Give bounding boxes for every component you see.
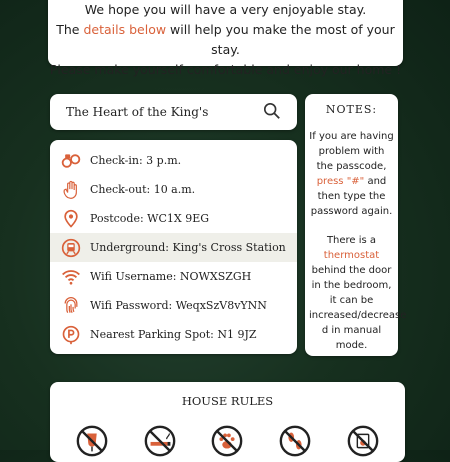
parking-label: Nearest Parking Spot: N1 9JZ <box>90 328 257 341</box>
checkin-row <box>50 146 297 175</box>
welcome-line-3: Please make yourself comfortable and enjoy our home ! <box>49 62 402 77</box>
postcode-row <box>50 204 297 233</box>
wifi-icon <box>60 266 82 288</box>
wifi-username-row <box>50 262 297 291</box>
notes-title: NOTES: <box>325 103 378 116</box>
handcuffs-icon <box>60 150 82 172</box>
passcode-note: If you are having problem with the passcode, press "#" and then type the password again. <box>309 131 394 217</box>
no-shoes-icon <box>278 424 312 462</box>
property-search-bar[interactable] <box>50 94 297 130</box>
fingerprint-icon <box>60 295 82 317</box>
parking-row <box>50 320 297 349</box>
property-name: The Heart of the King's <box>66 105 209 119</box>
waving-hand-icon <box>60 179 82 201</box>
postcode-label: Postcode: WC1X 9EG <box>90 212 210 225</box>
no-pets-icon <box>210 424 244 462</box>
press-hash-highlight: press "#" <box>316 176 365 187</box>
checkin-label: Check-in: 3 p.m. <box>90 154 182 167</box>
house-rules-title: HOUSE RULES <box>181 394 274 408</box>
search-icon[interactable] <box>263 102 281 123</box>
underground-label: Underground: King's Cross Station <box>90 241 286 254</box>
checkout-label: Check-out: 10 a.m. <box>90 183 196 196</box>
train-icon <box>60 237 82 259</box>
wifi-username-label: Wifi Username: NOWXSZGH <box>90 270 252 283</box>
notes-card <box>305 94 407 356</box>
no-drinking-icon <box>75 424 109 462</box>
wifi-password-row <box>50 291 297 320</box>
location-pin-icon <box>60 208 82 230</box>
no-smoking-icon <box>143 424 177 462</box>
welcome-card <box>48 0 403 77</box>
checkout-row <box>50 175 297 204</box>
parking-icon <box>60 324 82 346</box>
details-below-link: details below <box>83 22 167 37</box>
underground-row <box>50 233 297 262</box>
info-card <box>50 140 297 354</box>
wifi-password-label: Wifi Password: WeqxSzV8vYNN <box>90 299 267 312</box>
thermostat-highlight: thermostat <box>323 250 380 261</box>
no-parties-icon <box>346 424 380 462</box>
thermostat-note: There is a thermostat behind the door in the bedroom, it can be increased/decrease d in manual mode. <box>309 235 407 351</box>
welcome-line-1: We hope you will have a very enjoyable stay. <box>84 2 367 17</box>
house-rules-card <box>50 382 405 462</box>
welcome-line-2: The details below will help you make the most of your stay. <box>56 22 395 57</box>
